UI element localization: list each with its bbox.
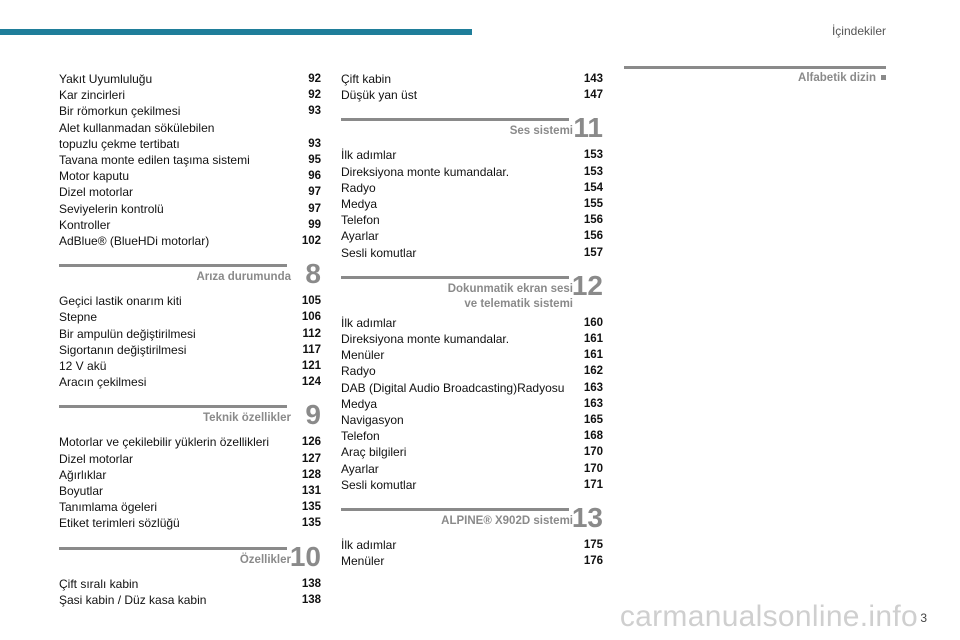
entry-list [59,71,321,249]
entry-page: 99 [308,218,321,231]
section-header-8 [59,258,321,290]
entry-title: Kontroller [59,217,111,232]
section-number: 10 [289,540,321,572]
entry-title: Alet kullanmadan sökülebilen topuzlu çekme tertibatı [59,120,215,151]
entry-page: 93 [308,105,321,118]
entry-title: Etiket terimleri sözlüğü [59,516,180,531]
entry-list [341,147,603,260]
entry-page: 127 [301,452,321,465]
entry-title: Medya [341,396,378,411]
entry-page: 170 [583,462,603,475]
entry-list [59,293,321,390]
toc-entry[interactable] [59,592,321,608]
section-rule [59,264,287,267]
toc-entry[interactable] [59,201,321,217]
toc-entry[interactable] [59,184,321,200]
toc-entry[interactable] [341,461,603,477]
toc-entry[interactable] [59,451,321,467]
toc-entry[interactable] [341,347,603,363]
entry-page: 92 [308,73,321,85]
entry-title: Geçici lastik onarım kiti [59,294,182,309]
entry-title: Yakıt Uyumluluğu [59,72,153,86]
entry-page: 121 [301,360,321,373]
toc-entry[interactable] [341,164,603,180]
entry-page: 156 [583,230,603,243]
toc-entry[interactable] [59,576,321,592]
entry-page: 161 [583,349,603,362]
entry-page: 143 [583,73,603,85]
entry-title: Seviyelerin kontrolü [59,201,164,216]
toc-entry[interactable] [59,87,321,103]
entry-title: Araç bilgileri [341,445,407,460]
square-bullet-icon [881,75,886,80]
entry-page: 163 [583,381,603,394]
entry-page: 155 [583,198,603,211]
entry-title: AdBlue® (BlueHDi motorlar) [59,234,210,249]
entry-list [341,315,603,493]
toc-entry[interactable] [59,434,321,450]
entry-title: Motorlar ve çekilebilir yüklerin özellikleri [59,435,270,450]
entry-title: DAB (Digital Audio Broadcasting)Radyosu [341,380,565,395]
toc-entry[interactable] [341,196,603,212]
entry-page: 92 [308,89,321,102]
entry-page: 165 [583,414,603,427]
section-rule [341,276,569,279]
entry-title: Navigasyon [341,413,404,428]
entry-page: 106 [301,311,321,324]
entry-page: 157 [583,246,603,259]
section-title: Dokunmatik ekran sesi ve telematik sistemi [447,282,573,310]
section-rule [59,405,287,408]
section-title: Arıza durumunda [196,271,291,284]
entry-page: 171 [583,478,603,491]
toc-entry[interactable] [341,71,603,87]
section-number: 12 [571,269,603,301]
section-title: ALPINE® X902D sistemi [441,515,573,528]
entry-title: Medya [341,197,378,212]
entry-page: 97 [308,202,321,215]
entry-title: Tanımlama ögeleri [59,500,158,515]
entry-list [341,71,603,103]
toc-entry[interactable] [59,309,321,325]
entry-page: 102 [301,235,321,248]
entry-title: Menüler [341,348,385,363]
entry-title: Bir römorkun çekilmesi [59,104,181,119]
entry-title: Radyo [341,364,376,379]
entry-page: 112 [302,327,321,340]
section-header-11 [341,112,603,144]
alphabetical-index-title: Alfabetik dizin [798,72,876,84]
entry-title: Aracın çekilmesi [59,375,147,390]
entry-page: 97 [308,186,321,199]
entry-page: 175 [583,539,603,552]
entry-title: Telefon [341,429,380,444]
toc-entry[interactable] [59,467,321,483]
toc-entry[interactable] [341,147,603,163]
toc-entry[interactable] [59,326,321,342]
entry-title: Telefon [341,213,380,228]
entry-page: 138 [301,577,321,590]
entry-page: 176 [583,555,603,568]
entry-page: 163 [583,397,603,410]
toc-entry[interactable] [59,515,321,531]
entry-title: Bir ampulün değiştirilmesi [59,326,196,341]
toc-entry[interactable] [59,152,321,168]
section-rule [624,66,886,69]
toc-entry[interactable] [59,217,321,233]
header-accent-bar [0,29,472,35]
entry-title: 12 V akü [59,359,107,374]
entry-title: Tavana monte edilen taşıma sistemi [59,153,250,168]
toc-entry[interactable] [59,233,321,249]
section-title: Ses sistemi [509,125,573,138]
entry-page: 160 [583,316,603,329]
section-header-13 [341,502,603,534]
section-rule [341,118,569,121]
toc-entry[interactable] [341,363,603,379]
page-number: 3 [920,611,927,625]
toc-entry[interactable] [59,103,321,119]
section-header-9 [59,399,321,431]
entry-title: Stepne [59,310,98,325]
entry-title: Sesli komutlar [341,477,417,492]
toc-entry[interactable] [341,537,603,553]
entry-list [59,434,321,531]
entry-page: 168 [583,430,603,443]
entry-page: 131 [301,485,321,498]
toc-entry[interactable] [59,71,321,87]
entry-page: 124 [301,376,321,389]
entry-title: Radyo [341,180,376,195]
entry-page: 135 [301,501,321,514]
toc-entry[interactable] [341,315,603,331]
toc-column-1 [59,71,321,608]
section-title: Teknik özellikler [203,412,291,425]
entry-title: Boyutlar [59,484,104,499]
entry-page: 93 [308,137,321,150]
toc-entry[interactable] [341,212,603,228]
entry-page: 162 [583,365,603,378]
entry-title: Dizel motorlar [59,185,134,200]
entry-page: 128 [301,468,321,481]
entry-page: 161 [583,333,603,346]
entry-title: İlk adımlar [341,538,397,553]
toc-entry[interactable] [341,380,603,396]
entry-list [341,537,603,569]
entry-title: İlk adımlar [341,315,397,330]
entry-page: 135 [301,517,321,530]
entry-page: 156 [583,214,603,227]
toc-entry[interactable] [59,483,321,499]
section-number: 8 [305,258,321,290]
section-number: 11 [573,112,603,144]
entry-title: İlk adımlar [341,148,397,163]
watermark: carmanualsonline.info [619,600,918,633]
toc-entry[interactable] [59,358,321,374]
entry-page: 126 [301,436,321,449]
toc-entry[interactable] [341,444,603,460]
entry-page: 138 [301,593,321,606]
entry-page: 147 [583,89,603,102]
entry-page: 117 [302,343,321,356]
toc-entry[interactable] [341,412,603,428]
toc-entry[interactable] [59,374,321,390]
toc-column-2 [341,71,603,569]
entry-title: Sigortanın değiştirilmesi [59,342,187,357]
toc-entry[interactable] [59,120,321,152]
toc-entry[interactable] [341,228,603,244]
entry-title: Ayarlar [341,461,379,476]
section-number: 9 [305,399,321,431]
entry-title: Direksiyona monte kumandalar. [341,164,510,179]
entry-page: 105 [301,295,321,308]
entry-title: Motor kaputu [59,169,130,184]
entry-title: Şasi kabin / Düz kasa kabin [59,592,207,607]
toc-entry[interactable] [341,396,603,412]
entry-title: Sesli komutlar [341,245,417,260]
entry-title: Direksiyona monte kumandalar. [341,332,510,347]
entry-page: 153 [583,165,603,178]
page-header-title: İçindekiler [831,24,886,38]
alphabetical-index-link[interactable] [798,72,886,84]
section-number: 13 [571,502,603,534]
section-rule [59,547,287,550]
entry-title: Dizel motorlar [59,451,134,466]
alphabetical-index-header[interactable] [624,66,886,86]
toc-entry[interactable] [341,87,603,103]
entry-list [59,576,321,608]
entry-page: 153 [583,149,603,162]
toc-entry[interactable] [59,499,321,515]
entry-title: Ayarlar [341,229,379,244]
entry-title: Ağırlıklar [59,467,107,482]
entry-title: Kar zincirleri [59,88,126,103]
section-title: Özellikler [239,553,291,566]
entry-page: 95 [308,154,321,167]
entry-page: 170 [583,446,603,459]
toc-entry[interactable] [59,293,321,309]
toc-entry[interactable] [59,168,321,184]
toc-column-3 [624,71,886,86]
entry-page: 154 [583,181,603,194]
toc-entry[interactable] [59,342,321,358]
entry-title: Çift kabin [341,72,392,86]
section-rule [341,508,569,511]
section-header-10 [59,542,321,570]
entry-title: Çift sıralı kabin [59,576,139,591]
toc-entry[interactable] [341,331,603,347]
toc-entry[interactable] [341,477,603,493]
toc-entry[interactable] [341,428,603,444]
entry-title: Menüler [341,554,385,569]
toc-entry[interactable] [341,245,603,261]
entry-title: Düşük yan üst [341,88,418,103]
toc-entry[interactable] [341,180,603,196]
toc-entry[interactable] [341,553,603,569]
section-header-12 [341,271,603,309]
entry-page: 96 [308,170,321,183]
